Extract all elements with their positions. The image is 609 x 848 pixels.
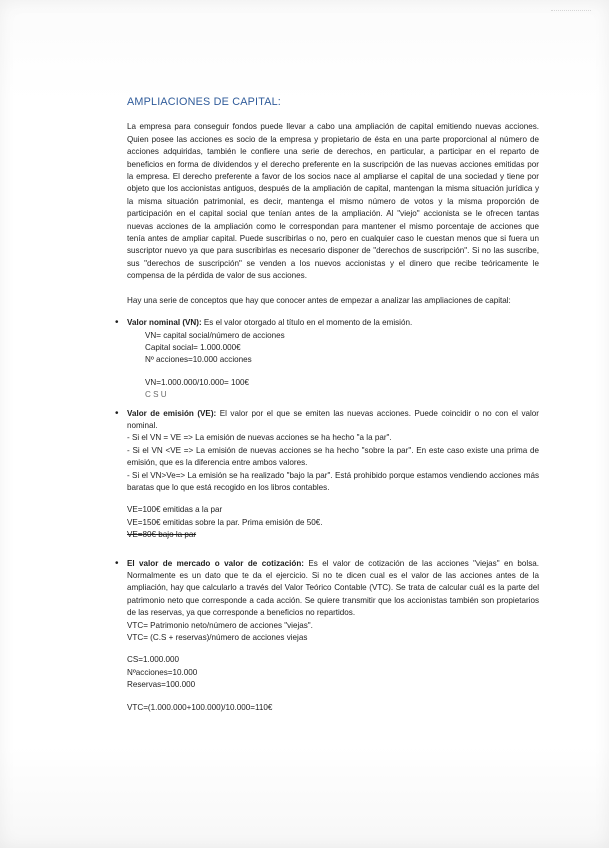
vn-term: Valor nominal (VN): <box>127 318 202 328</box>
section-valor-nominal <box>115 317 539 401</box>
vtc-reservas: Reservas=100.000 <box>127 680 196 690</box>
ve-desc: El valor por el que se emiten las nuevas acciones. Puede coincidir o no con el valor nominal. <box>127 408 539 430</box>
ve-case-a-la-par: - Si el VN = VE => La emisión de nuevas acciones se ha hecho "a la par". <box>127 433 392 443</box>
document-title: AMPLIACIONES DE CAPITAL: <box>127 96 281 108</box>
vn-desc: Es el valor otorgado al título en el momento de la emisión. <box>201 318 413 328</box>
ve-definition <box>127 408 539 433</box>
vtc-formula-2: VTC= (C.S + reservas)/número de acciones viejas <box>127 633 308 643</box>
vn-capital: Capital social= 1.000.000€ <box>145 342 241 352</box>
ve-case-sobre-la-par: - Si el VN <VE => La emisión de nuevas acciones se ha hecho "sobre la par". En este caso existe una prima de emisión, que es la diferencia entre ambos valores. <box>127 445 539 468</box>
vtc-desc: Es el valor de cotización de las acciones "viejas" en bolsa. Normalmente es un dato que te da el ejercicio. Si no te dicen cual es el valor de las acciones antes de la ampliación, hay que calcularlo a través del Valor Teórico Contable (VTC). Se trata de calcular cuál es la parte del patrimonio neto que corresponde a cada acción. Se quiere transmitir que los accionistas también son propietarios de las reservas, ya que corresponde a beneficios no repartidos. <box>127 558 539 618</box>
vn-formula: VN= capital social/número de acciones <box>145 330 285 340</box>
vn-definition <box>127 317 539 329</box>
bullet-icon: • <box>115 557 119 569</box>
vn-acciones: Nº acciones=10.000 acciones <box>145 355 252 365</box>
vtc-cs: CS=1.000.000 <box>127 655 179 665</box>
vn-scribble: C S U <box>145 390 167 400</box>
concepts-intro: Hay una serie de conceptos que hay que conocer antes de empezar a analizar las ampliaciones de capital: <box>127 295 511 305</box>
vtc-formula-1: VTC= Patrimonio neto/número de acciones "viejas". <box>127 620 313 630</box>
ve-example-1: VE=100€ emitidas a la par <box>127 505 223 515</box>
ve-example-3: VE=80€ bajo la par <box>127 530 197 540</box>
scan-artifact <box>551 10 591 29</box>
intro-paragraph: La empresa para conseguir fondos puede llevar a cabo una ampliación de capital emitiendo nuevas acciones. Quien posee las acciones es socio de la empresa y propietario de ésta en una parte proporcional al número de acciones adquiridas, también le confiere una serie de derechos, en particular, a participar en el reparto de beneficios en forma de dividendos y el derecho preferente en la suscripción de las nuevas acciones emitidas por la empresa. El derecho preferente a favor de los socios nace al ampliarse el capital de una sociedad y tiene por objeto que los accionistas antiguos, después de la ampliación de capital, mantengan la misma situación jurídica y la misma situación patrimonial, es decir, mantenga el mismo número de votos y la misma proporción de participación en el capital social que tenían antes de la ampliación. Al "viejo" accionista se le ofrecen tantas nuevas acciones de la ampliación como le correspondan para mantener el mismo porcentaje de acciones que tenía antes de ampliar capital. Puede suscribirlas o no, pero en cualquier caso le cuestan menos que si fuera un suscriptor nuevo ya que para suscribirlas es necesario disponer de "derechos de suscripción". Si no las suscribe, sus "derechos de suscripción" se venden a los nuevos accionistas y el dinero que recibe teóricamente le compensa de la pérdida de valor de sus acciones. <box>127 122 539 281</box>
section-valor-mercado <box>115 557 539 714</box>
section-valor-emision <box>115 407 539 542</box>
ve-case-bajo-la-par: - Si el VN>Ve=> La emisión se ha realizado "bajo la par". Está prohibido porque estamos vendiendo acciones más baratas que lo que está recogido en los libros contables. <box>127 470 539 492</box>
vtc-term: El valor de mercado o valor de cotización: <box>127 558 304 568</box>
document-body <box>115 96 539 714</box>
vtc-calc: VTC=(1.000.000+100.000)/10.000=110€ <box>127 702 273 712</box>
vtc-nacciones: Nºacciones=10.000 <box>127 667 198 677</box>
bullet-icon: • <box>115 407 119 419</box>
ve-example-2: VE=150€ emitidas sobre la par. Prima emisión de 50€. <box>127 517 323 527</box>
bullet-icon: • <box>115 317 119 329</box>
vn-calc: VN=1.000.000/10.000= 100€ <box>145 377 249 387</box>
ve-term: Valor de emisión (VE): <box>127 408 217 418</box>
vtc-definition <box>127 558 539 620</box>
